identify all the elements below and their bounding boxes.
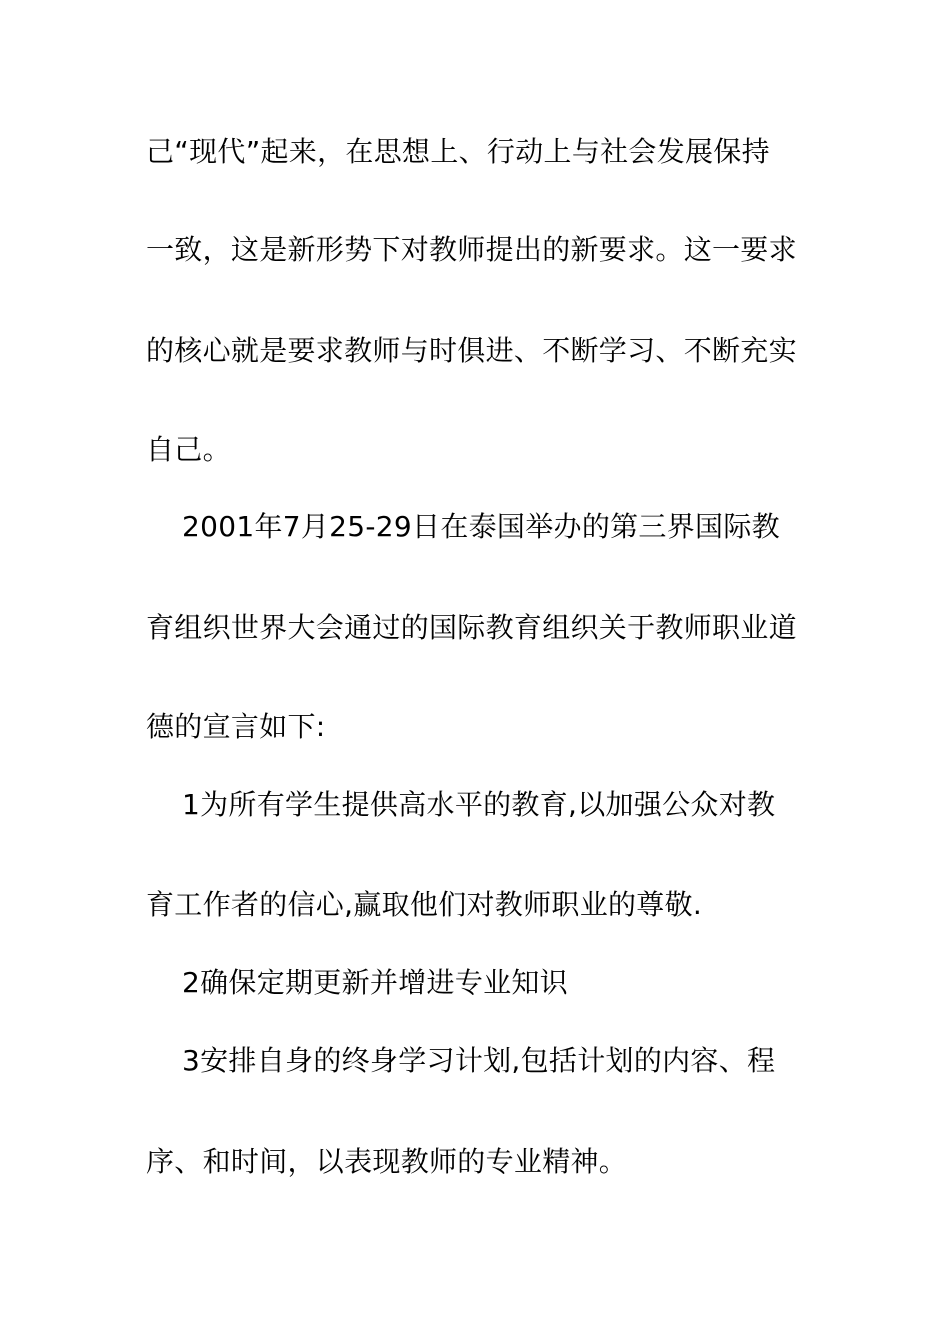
paragraph-line: 的核心就是要求教师与时俱进、不断学习、不断充实 <box>146 334 797 367</box>
paragraph-line: 自己。 <box>146 433 231 466</box>
list-item-line: 3安排自身的终身学习计划,包括计划的内容、程 <box>182 1044 776 1077</box>
list-item-line: 1为所有学生提供高水平的教育,以加强公众对教 <box>182 788 776 821</box>
paragraph-line: 2001年7月25-29日在泰国举办的第三界国际教 <box>182 510 780 543</box>
paragraph-line: 育组织世界大会通过的国际教育组织关于教师职业道 <box>146 611 797 644</box>
list-item-line: 育工作者的信心,赢取他们对教师职业的尊敬. <box>146 888 703 921</box>
paragraph-line: 己“现代”起来，在思想上、行动上与社会发展保持 <box>146 135 770 168</box>
list-item-line: 2确保定期更新并增进专业知识 <box>182 966 569 999</box>
paragraph-line: 一致，这是新形势下对教师提出的新要求。这一要求 <box>146 233 797 266</box>
paragraph-line: 德的宣言如下: <box>146 710 326 743</box>
list-item-line: 序、和时间，以表现教师的专业精神。 <box>146 1145 628 1178</box>
